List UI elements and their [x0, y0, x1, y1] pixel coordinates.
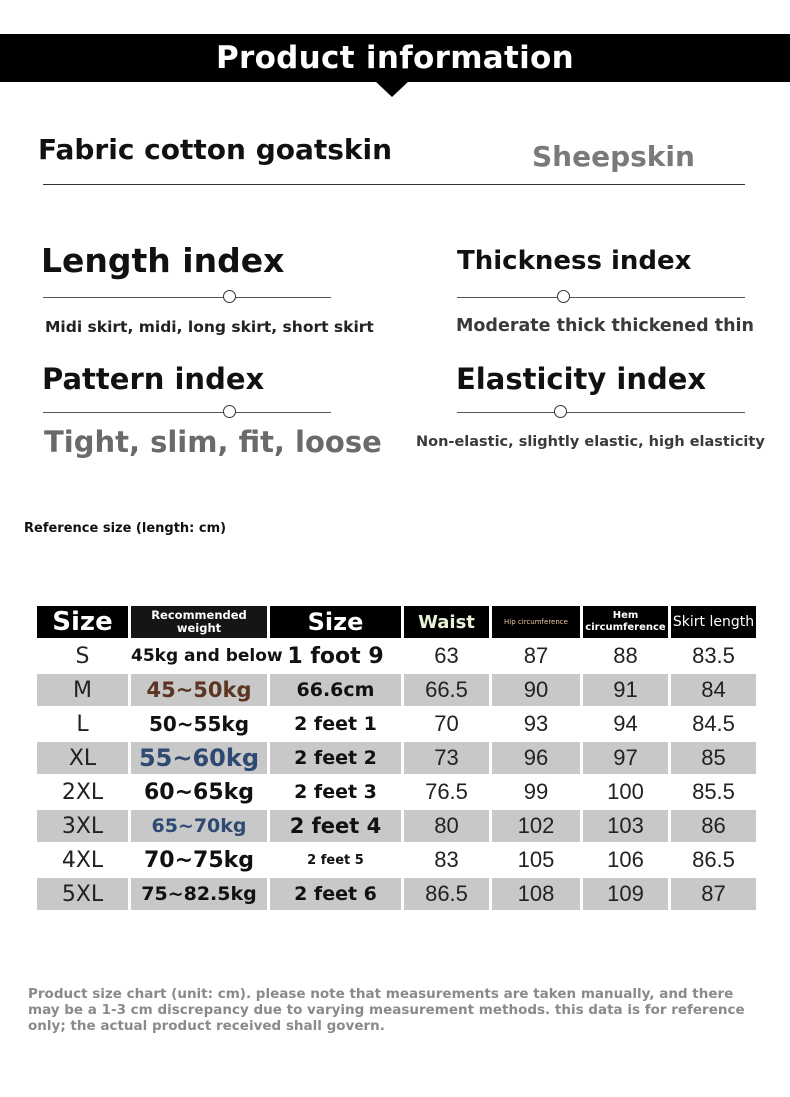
- waist-cell: 86.5: [404, 878, 489, 910]
- pattern-index-track: [43, 412, 331, 413]
- hip-cell: 96: [492, 742, 580, 774]
- waist-cell: 80: [404, 810, 489, 842]
- length-cell: 66.6cm: [270, 674, 401, 706]
- hip-cell: 102: [492, 810, 580, 842]
- waist-cell: 83: [434, 847, 459, 872]
- skirt-length-cell: 83.5: [692, 643, 735, 668]
- pattern-index-title: Pattern index: [42, 362, 265, 396]
- header-recommended-weight: Recommended weight: [131, 606, 267, 638]
- thickness-index-title: Thickness index: [457, 246, 692, 276]
- length-cell: 2 feet 6: [270, 878, 401, 910]
- hip-cell: 93: [523, 711, 549, 736]
- hem-cell: 106: [607, 847, 644, 872]
- skirt-length-cell: 84: [671, 674, 756, 706]
- length-cell: 2 feet 1: [294, 713, 377, 735]
- weight-cell: 75~82.5kg: [131, 878, 267, 910]
- weight-cell: 70~75kg: [143, 847, 255, 873]
- size-cell: S: [75, 643, 90, 669]
- elasticity-index-track: [457, 412, 745, 413]
- hem-cell: 94: [613, 711, 638, 736]
- size-cell: XL: [37, 742, 128, 774]
- length-cell: 2 feet 5: [307, 852, 364, 868]
- header-size: Size: [37, 606, 128, 638]
- header-skirt-length: Skirt length: [671, 606, 756, 638]
- length-index-track: [43, 297, 331, 298]
- skirt-length-cell: 86.5: [692, 847, 735, 872]
- header-hem-circumference: Hem circumference: [583, 606, 668, 638]
- table-row: [37, 844, 756, 876]
- waist-cell: 66.5: [404, 674, 489, 706]
- size-cell: L: [76, 711, 89, 737]
- table-row: [37, 810, 756, 842]
- page-title: Product information: [215, 40, 575, 76]
- weight-cell: 45kg and below: [131, 646, 283, 666]
- elasticity-index-marker: [554, 405, 567, 418]
- length-cell: 1 foot 9: [287, 643, 384, 669]
- header-size-length: Size: [270, 606, 401, 638]
- weight-cell: 65~70kg: [131, 810, 267, 842]
- page-title-banner: [0, 34, 790, 82]
- hem-cell: 100: [607, 779, 644, 804]
- skirt-length-cell: 86: [671, 810, 756, 842]
- skirt-length-cell: 87: [671, 878, 756, 910]
- length-index-options: Midi skirt, midi, long skirt, short skirt: [45, 318, 374, 336]
- hem-cell: 97: [583, 742, 668, 774]
- hem-cell: 88: [613, 643, 638, 668]
- weight-cell: 60~65kg: [143, 779, 255, 805]
- size-cell: 4XL: [61, 847, 104, 873]
- waist-cell: 76.5: [425, 779, 468, 804]
- divider: [43, 184, 745, 185]
- length-index-marker: [223, 290, 236, 303]
- size-chart-table: [34, 604, 759, 912]
- table-row: [37, 776, 756, 808]
- length-cell: 2 feet 4: [270, 810, 401, 842]
- fabric-value: Sheepskin: [532, 140, 695, 173]
- table-row: [37, 708, 756, 740]
- elasticity-index-title: Elasticity index: [456, 362, 707, 396]
- size-cell: 5XL: [37, 878, 128, 910]
- length-index-title: Length index: [41, 241, 285, 280]
- waist-cell: 70: [434, 711, 459, 736]
- thickness-index-options: Moderate thick thickened thin: [456, 316, 754, 336]
- weight-cell: 45~50kg: [131, 674, 267, 706]
- table-row: [37, 878, 756, 910]
- weight-cell: 55~60kg: [131, 742, 267, 774]
- size-cell: 3XL: [37, 810, 128, 842]
- waist-cell: 73: [404, 742, 489, 774]
- thickness-index-marker: [557, 290, 570, 303]
- table-row: [37, 742, 756, 774]
- hem-cell: 109: [583, 878, 668, 910]
- skirt-length-cell: 85: [671, 742, 756, 774]
- size-chart-footnote: Product size chart (unit: cm). please note that measurements are taken manually, and there may be a 1-3 cm discrepancy due to varying measurement methods. this data is for reference only; the actual product received shall govern.: [28, 986, 745, 1034]
- table-row: [37, 640, 756, 672]
- pattern-index-marker: [223, 405, 236, 418]
- size-cell: M: [37, 674, 128, 706]
- elasticity-index-options: Non-elastic, slightly elastic, high elasticity: [416, 434, 765, 450]
- hip-cell: 105: [517, 847, 555, 872]
- header-waist: Waist: [404, 606, 489, 638]
- table-row: [37, 674, 756, 706]
- length-cell: 2 feet 2: [270, 742, 401, 774]
- size-cell: 2XL: [61, 779, 104, 805]
- fabric-label: Fabric cotton goatskin: [38, 133, 393, 166]
- header-hip-circumference: Hip circumference: [492, 606, 580, 638]
- weight-cell: 50~55kg: [148, 712, 250, 736]
- hip-cell: 87: [523, 643, 549, 668]
- banner-arrow-icon: [375, 81, 409, 97]
- reference-size-note: Reference size (length: cm): [24, 521, 227, 536]
- table-header-row: [37, 606, 756, 638]
- hip-cell: 108: [492, 878, 580, 910]
- hem-cell: 91: [583, 674, 668, 706]
- hip-cell: 99: [523, 779, 549, 804]
- skirt-length-cell: 85.5: [692, 779, 735, 804]
- length-cell: 2 feet 3: [294, 781, 377, 803]
- pattern-index-options: Tight, slim, fit, loose: [44, 425, 382, 459]
- waist-cell: 63: [434, 643, 459, 668]
- hem-cell: 103: [583, 810, 668, 842]
- hip-cell: 90: [492, 674, 580, 706]
- skirt-length-cell: 84.5: [692, 711, 735, 736]
- thickness-index-track: [457, 297, 745, 298]
